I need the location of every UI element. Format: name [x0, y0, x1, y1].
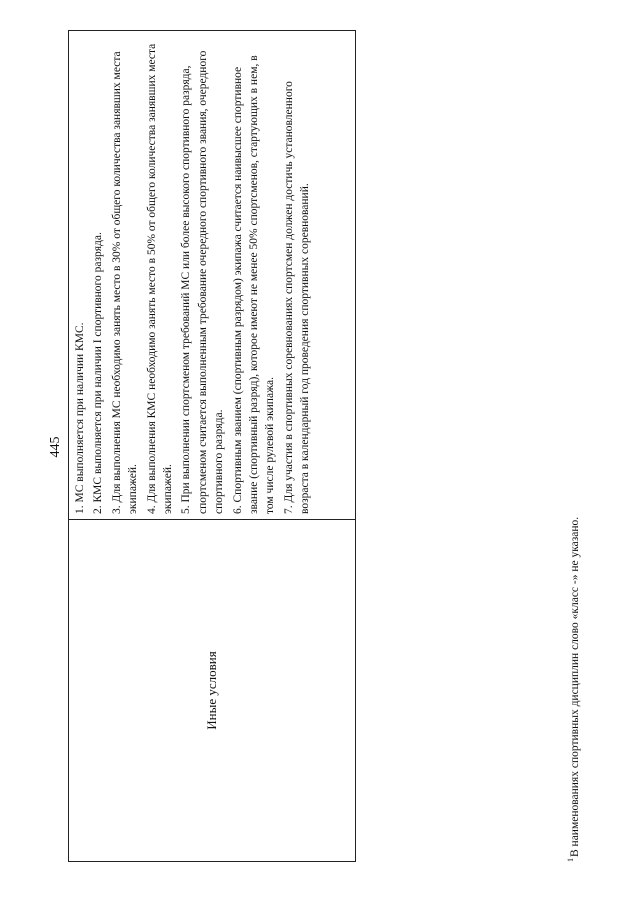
conditions-label-cell [69, 519, 355, 861]
condition-item-7: 7. Для участия в спортивных соревнованиях спортсмен должен достичь установленного возраста в календарный год проведения спортивных соревнований. [282, 81, 312, 514]
conditions-label: Иные условия [204, 651, 219, 730]
page-number: 445 [48, 436, 63, 458]
footnote-text: В наименованиях спортивных дисциплин слово «класс -» не указано. [568, 516, 581, 857]
conditions-list-cell [69, 31, 355, 518]
condition-item-4: 4. Для выполнения КМС необходимо занять место в 50% от общего количества занявших места экипажей. [145, 43, 175, 514]
condition-item-2: 2. КМС выполняется при наличии I спортивного разряда. [92, 232, 105, 514]
condition-item-5: 5. При выполнении спортсменом требований МС или более высокого спортивного разряда, спортсменом считается выполненным требование очередного спортивного звания, очередного спортивного разряда. [180, 50, 226, 514]
footnote-marker: 1 [566, 858, 575, 862]
footnote [564, 162, 582, 862]
condition-item-1: 1. МС выполняется при наличии КМС. [74, 322, 86, 514]
conditions-table [68, 30, 356, 862]
condition-item-6: 6. Спортивным званием (спортивным разрядом) экипажа считается наивысшее спортивное звание (спортивный разряд), которое имеют не менее 50% спортсменов, стартующих в нем, в том числе рулевой экипажа. [231, 55, 277, 514]
condition-item-3: 3. Для выполнения МС необходимо занять место в 30% от общего количества занявших места экипажей. [110, 51, 140, 514]
